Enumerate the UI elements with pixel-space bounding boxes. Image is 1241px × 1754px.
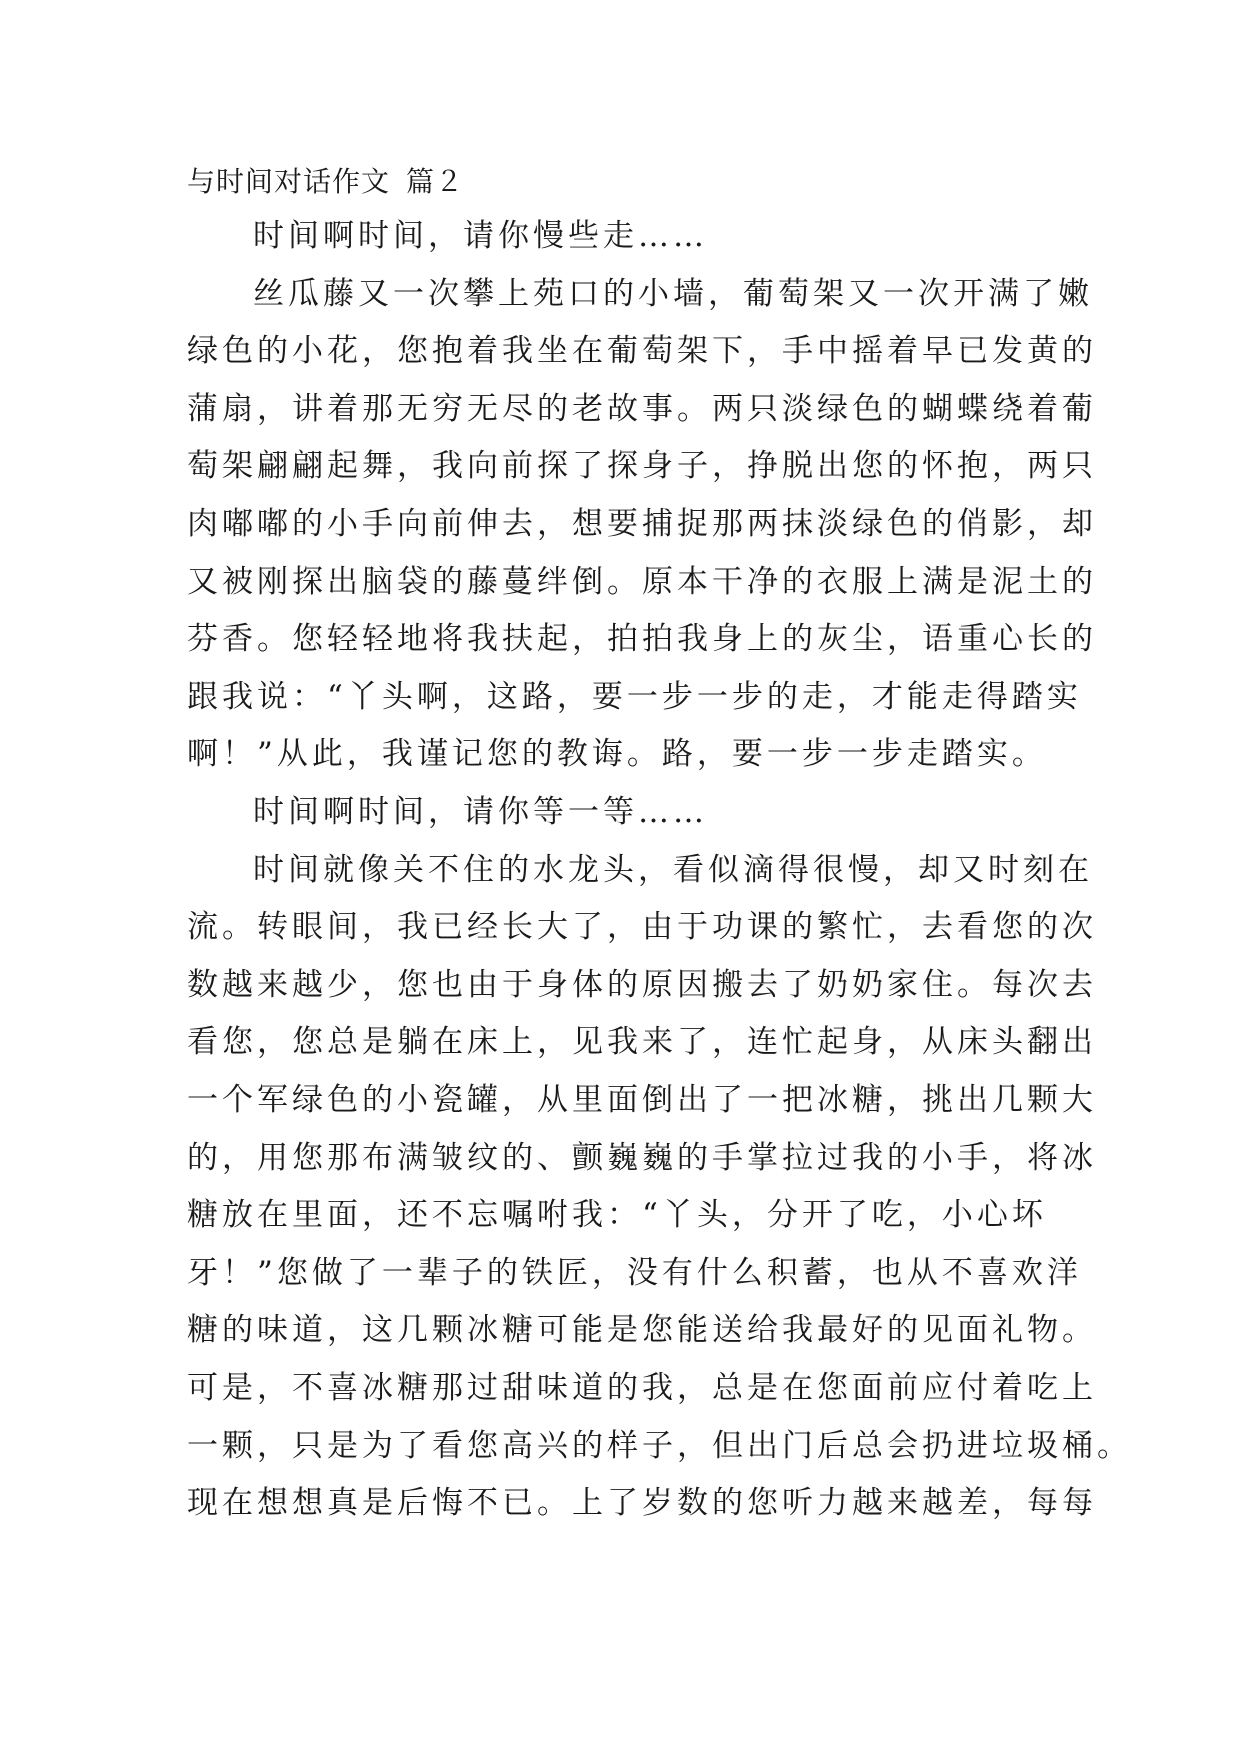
text-line: 又被刚探出脑袋的藤蔓绊倒。原本干净的衣服上满是泥土的 xyxy=(187,563,1097,600)
text-line: 时间啊时间，请你等一等…… xyxy=(253,794,708,830)
text-line: 时间啊时间，请你慢些走…… xyxy=(253,218,708,254)
text-line: 看您，您总是躺在床上，见我来了，连忙起身，从床头翻出 xyxy=(187,1024,1097,1061)
text-line: 绿色的小花，您抱着我坐在葡萄架下，手中摇着早已发黄的 xyxy=(187,333,1097,370)
section-label: 篇２ xyxy=(406,165,465,198)
text-line: 丝瓜藤又一次攀上苑口的小墙，葡萄架又一次开满了嫩 xyxy=(253,275,1093,312)
text-line: 糖放在里面，还不忘嘱咐我：“丫头，分开了吃，小心坏 xyxy=(187,1197,1047,1234)
text-line: 数越来越少，您也由于身体的原因搬去了奶奶家住。每次去 xyxy=(187,966,1097,1003)
document-title xyxy=(187,162,464,202)
text-line: 现在想想真是后悔不已。上了岁数的您听力越来越差，每每 xyxy=(187,1485,1097,1522)
text-line: 一个军绿色的小瓷罐，从里面倒出了一把冰糖，挑出几颗大 xyxy=(187,1082,1097,1118)
text-line: 蒲扇，讲着那无穷无尽的老故事。两只淡绿色的蝴蝶绕着葡 xyxy=(187,390,1097,427)
text-line: 牙！”您做了一辈子的铁匠，没有什么积蓄，也从不喜欢洋 xyxy=(187,1254,1082,1291)
text-line: 萄架翩翩起舞，我向前探了探身子，挣脱出您的怀抱，两只 xyxy=(187,448,1097,485)
title-text: 与时间对话作文 xyxy=(187,165,391,198)
text-line: 糖的味道，这几颗冰糖可能是您能送给我最好的见面礼物。 xyxy=(187,1312,1097,1349)
text-line: 时间就像关不住的水龙头，看似滴得很慢，却又时刻在 xyxy=(253,851,1093,888)
text-line: 一颗，只是为了看您高兴的样子，但出门后总会扔进垃圾桶。 xyxy=(187,1427,1132,1464)
text-line: 的，用您那布满皱纹的、颤巍巍的手掌拉过我的小手，将冰 xyxy=(187,1139,1097,1176)
text-line: 啊！”从此，我谨记您的教诲。路，要一步一步走踏实。 xyxy=(187,736,1047,773)
text-line: 跟我说：“丫头啊，这路，要一步一步的走，才能走得踏实 xyxy=(187,678,1082,715)
text-line: 可是，不喜冰糖那过甜味道的我，总是在您面前应付着吃上 xyxy=(187,1370,1097,1406)
text-line: 肉嘟嘟的小手向前伸去，想要捕捉那两抹淡绿色的俏影，却 xyxy=(187,506,1097,542)
text-line: 流。转眼间，我已经长大了，由于功课的繁忙，去看您的次 xyxy=(187,909,1097,946)
text-line: 芬香。您轻轻地将我扶起，拍拍我身上的灰尘，语重心长的 xyxy=(187,621,1097,658)
